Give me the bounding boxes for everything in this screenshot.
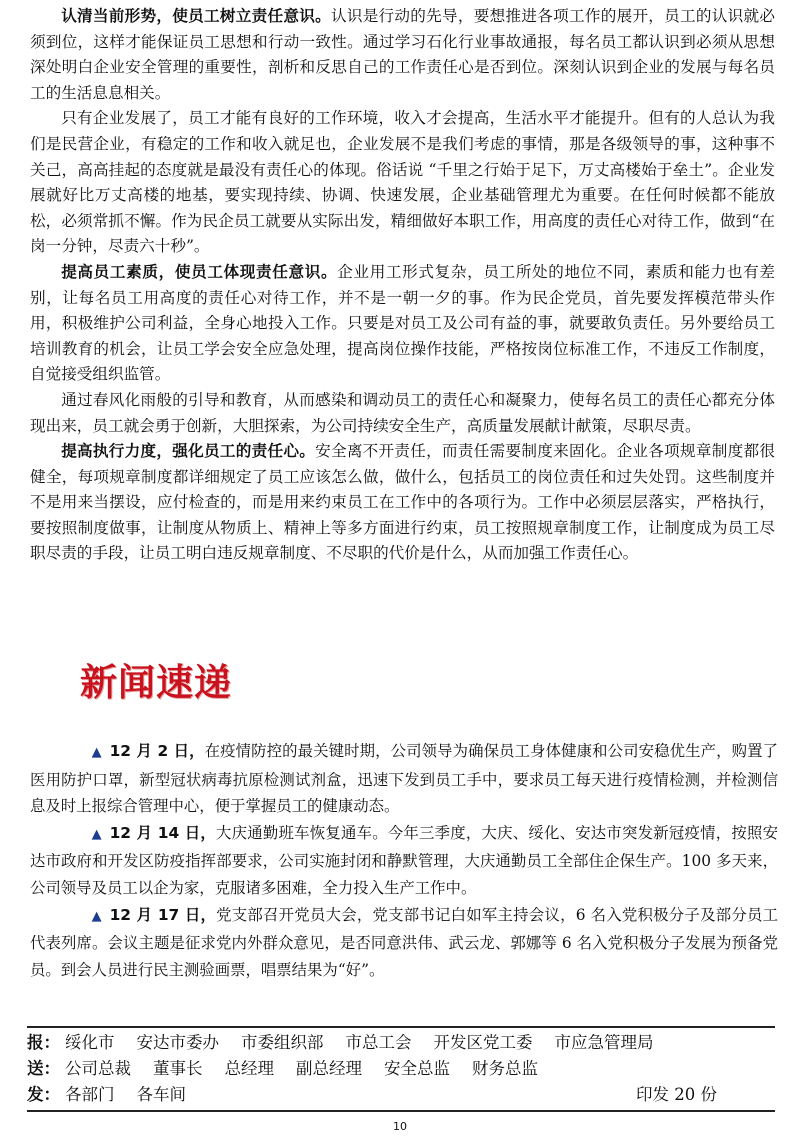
paragraph-lead: 提高执行力度，强化员工的责任心。 <box>61 442 316 461</box>
print-count: 印发 20 份 <box>636 1085 717 1104</box>
distribution-block <box>27 1026 775 1112</box>
triangle-marker-icon: ▲ <box>91 908 102 924</box>
report-recipient: 市委组织部 <box>241 1033 324 1052</box>
paragraph-text: 只有企业发展了，员工才能有良好的工作环境，收入才会提高，生活水平才能提升。但有的人总认为我们是民营企业，有稳定的工作和收入就足也，企业发展不是我们考虑的事情，那是各级领导的事，这种事不关己，高高挂起的态度就是最没有责任心的体现。俗话说 “千里之行始于足下，万丈高楼始于垒土”。企业发展就好比万丈高楼的地基，要实现持续、协调、快速发展，企业基础管理尤为重要。在任何时候都不能放松，必须常抓不懈。作为民企员工就要从实际出发，精细做好本职工作，用高度的责任心对待工作，做到“在岗一分钟，尽责六十秒”。 <box>30 109 775 256</box>
paragraph-1 <box>30 4 775 106</box>
issue-to-row <box>27 1082 775 1108</box>
news-item <box>30 902 778 984</box>
report-to-row <box>27 1030 775 1056</box>
send-recipient: 董事长 <box>153 1059 203 1078</box>
news-item <box>30 738 778 820</box>
issue-recipient: 各车间 <box>136 1085 186 1104</box>
page-number: 10 <box>393 1120 407 1133</box>
paragraph-5 <box>30 439 775 567</box>
paragraph-text: 企业用工形式复杂，员工所处的地位不同，素质和能力也有差别，让每名员工用高度的责任心对待工作，并不是一朝一夕的事。作为民企党员，首先要发挥模范带头作用，积极维护公司利益，全身心地投入工作。只要是对员工及公司有益的事，就要敢负责任。另外要给员工培训教育的机会，让员工学会安全应急处理，提高岗位操作技能，严格按岗位标准工作，不违反工作制度，自觉接受组织监管。 <box>30 262 775 384</box>
triangle-marker-icon: ▲ <box>91 826 102 842</box>
send-to-row <box>27 1056 775 1082</box>
issue-key: 发： <box>27 1085 60 1104</box>
send-recipient: 副总经理 <box>296 1059 362 1078</box>
report-recipient: 市应急管理局 <box>554 1033 654 1052</box>
paragraph-text: 安全离不开责任，而责任需要制度来固化。企业各项规章制度都很健全，每项规章制度都详细规定了员工应该怎么做，做什么，包括员工的岗位责任和过失处罚。这些制度并不是用来当摆设，应付检查的，而是用来约束员工在工作中的各项行为。工作中必须层层落实，严格执行，要按照制度做事，让制度从物质上、精神上等多方面进行约束，员工按照规章制度工作，让制度成为员工尽职尽责的手段，让员工明白违反规章制度、不尽职的代价是什么，从而加强工作责任心。 <box>30 442 775 563</box>
issue-recipient: 各部门 <box>65 1085 115 1104</box>
send-recipient: 公司总裁 <box>65 1059 131 1078</box>
report-recipient: 市总工会 <box>345 1033 412 1052</box>
report-key: 报： <box>27 1033 60 1052</box>
paragraph-4 <box>30 388 775 439</box>
send-recipient: 财务总监 <box>472 1059 538 1078</box>
report-recipients <box>65 1030 676 1056</box>
report-recipient: 绥化市 <box>65 1033 115 1052</box>
news-item <box>30 820 778 902</box>
article-body <box>30 4 775 567</box>
send-recipient: 安全总监 <box>384 1059 450 1078</box>
news-text: 在疫情防控的最关键时期，公司领导为确保员工身体健康和公司安稳优生产，购置了医用防护口罩，新型冠状病毒抗原检测试剂盒，迅速下发到员工手中，要求员工每天进行疫情检测，并检测信息及时上报综合管理中心，便于掌握员工的健康动态。 <box>30 742 778 816</box>
send-recipient: 总经理 <box>224 1059 274 1078</box>
news-date: 12 月 17 日， <box>109 905 217 924</box>
news-date: 12 月 14 日， <box>109 823 217 842</box>
send-key: 送： <box>27 1059 60 1078</box>
news-section-title: 新闻速递 <box>80 660 232 704</box>
news-text: 大庆通勤班车恢复通车。今年三季度，大庆、绥化、安达市突发新冠疫情，按照安达市政府和开发区防疫指挥部要求，公司实施封闭和静默管理，大庆通勤员工全部住企保生产。100 多天来，公司领导及员工以企为家，克服诸多困难，全力投入生产工作中。 <box>30 823 778 897</box>
news-text: 党支部召开党员大会，党支部书记白如军主持会议，6 名入党积极分子及部分员工代表列席。会议主题是征求党内外群众意见，是否同意洪伟、武云龙、郭娜等 6 名入党积极分子发展为预备党员。到会人员进行民主测验画票，唱票结果为“好”。 <box>30 905 778 979</box>
report-recipient: 开发区党工委 <box>433 1033 533 1052</box>
triangle-marker-icon: ▲ <box>91 745 102 760</box>
paragraph-2 <box>30 106 775 260</box>
paragraph-lead: 认清当前形势，使员工树立责任意识。 <box>61 7 331 25</box>
paragraph-text: 通过春风化雨般的引导和教育，从而感染和调动员工的责任心和凝聚力，使每名员工的责任心都充分体现出来，员工就会勇于创新，大胆探索，为公司持续安全生产，高质量发展献计献策，尽职尽责。 <box>30 390 775 435</box>
report-recipient: 安达市委办 <box>136 1033 219 1052</box>
issue-recipients <box>65 1082 208 1108</box>
send-recipients <box>65 1056 560 1082</box>
news-list <box>30 738 778 983</box>
news-date: 12 月 2 日， <box>109 742 205 760</box>
paragraph-3 <box>30 260 775 388</box>
paragraph-text: 认识是行动的先导，要想推进各项工作的展开，员工的认识就必须到位，这样才能保证员工思想和行动一致性。通过学习石化行业事故通报，每名员工都认识到必须从思想深处明白企业安全管理的重要性，剖析和反思自己的工作责任心是否到位。深刻认识到企业的发展与每名员工的生活息息相关。 <box>30 7 775 102</box>
paragraph-lead: 提高员工素质，使员工体现责任意识。 <box>61 262 338 281</box>
